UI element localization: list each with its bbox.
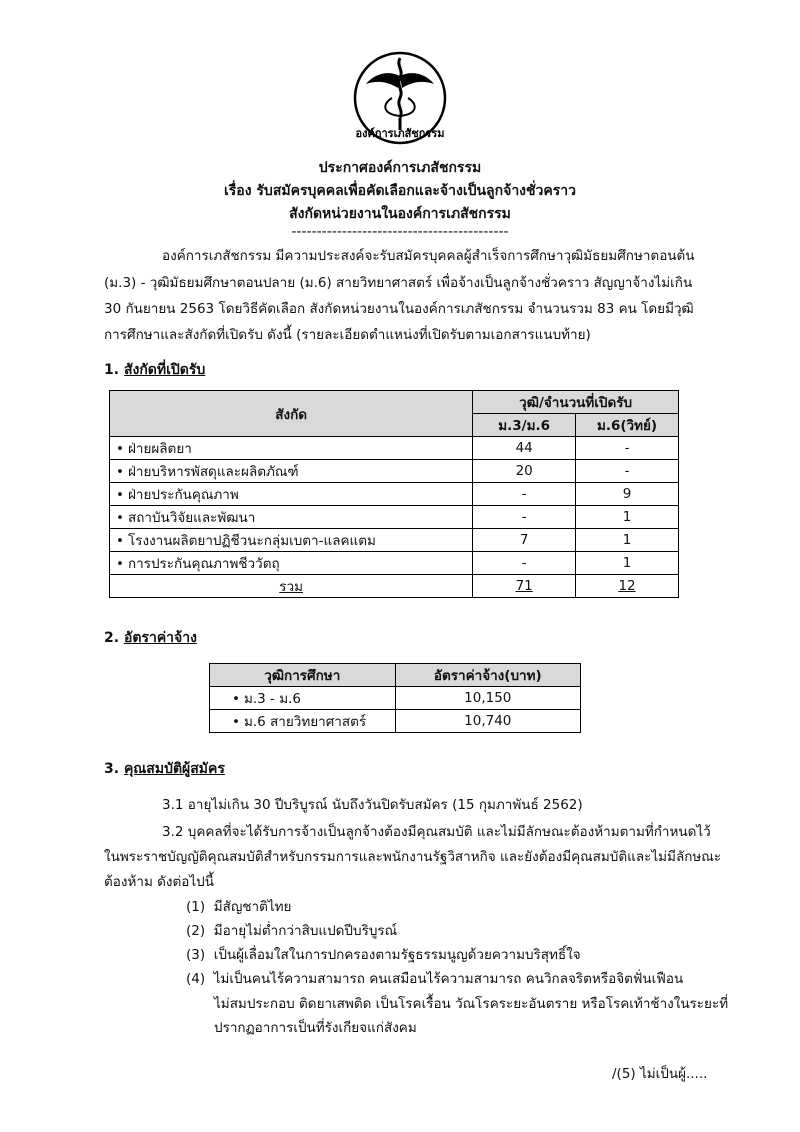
- qualification-3-2-line-3: ต้องห้าม ดังต่อไปนี้: [104, 874, 214, 890]
- intro-line-3: 30 กันยายน 2563 โดยวิธีคัดเลือก สังกัดหน่วยงานในองค์การเภสัชกรรม จำนวนรวม 83 คน โดยมีวุฒิ: [104, 301, 694, 317]
- table-row: • ฝ่ายผลิตยา 44 -: [110, 437, 679, 460]
- intro-line-2: (ม.3) - วุฒิมัธยมศึกษาตอนปลาย (ม.6) สายวิทยาศาสตร์ เพื่อจ้างเป็นลูกจ้างชั่วคราว สัญญาจ้างไม่เกิน: [104, 275, 693, 291]
- list-item: (3) เป็นผู้เลื่อมใสในการปกครองตามรัฐธรรมนูญด้วยความบริสุทธิ์ใจ: [186, 947, 581, 963]
- table-row: • ม.6 สายวิทยาศาสตร์ 10,740: [210, 710, 581, 733]
- col-m3m6-header: ม.3/ม.6: [473, 414, 576, 437]
- intro-line-4: การศึกษาและสังกัดที่เปิดรับ ดังนี้ (รายละเอียดตำแหน่งที่เปิดรับตามเอกสารแนบท้าย): [104, 327, 591, 343]
- announcement-affiliation: สังกัดหน่วยงานในองค์การเภสัชกรรม: [289, 206, 511, 222]
- col-qualification-header: วุฒิ/จำนวนที่เปิดรับ: [473, 391, 679, 414]
- table-row: • ฝ่ายประกันคุณภาพ - 9: [110, 483, 679, 506]
- table-row: • ม.3 - ม.6 10,150: [210, 687, 581, 710]
- qualification-3-2-line-2: ในพระราชบัญญัติคุณสมบัติสำหรับกรรมการและพนักงานรัฐวิสาหกิจ และยังต้องมีคุณสมบัติและไม่มีลักษณะ: [104, 849, 722, 865]
- table-row: • สถาบันวิจัยและพัฒนา - 1: [110, 506, 679, 529]
- total-label: รวม: [110, 575, 473, 598]
- units-table: [109, 390, 679, 598]
- list-item: (1) มีสัญชาติไทย: [186, 899, 292, 915]
- qualification-3-2-line-1: 3.2 บุคคลที่จะได้รับการจ้างเป็นลูกจ้างต้องมีคุณสมบัติ และไม่มีลักษณะต้องห้ามตามที่กำหนดไว้: [162, 824, 711, 840]
- list-item-continuation: ไม่สมประกอบ ติดยาเสพติด เป็นโรคเรื้อน วัณโรคระยะอันตราย หรือโรคเท้าช้างในระยะที่: [214, 996, 729, 1012]
- col-m6sci-header: ม.6(วิทย์): [576, 414, 679, 437]
- table-total-row: [110, 575, 679, 598]
- header-divider: -------------------------------------------: [291, 224, 509, 240]
- announcement-title: ประกาศองค์การเภสัชกรรม: [318, 160, 482, 176]
- section2-heading: 2. อัตราค่าจ้าง: [104, 630, 197, 646]
- table-row: • ฝ่ายบริหารพัสดุและผลิตภัณฑ์ 20 -: [110, 460, 679, 483]
- total-m3m6: 71: [473, 575, 576, 598]
- total-m6sci: 12: [576, 575, 679, 598]
- wage-table: [209, 663, 581, 733]
- table-row: • โรงงานผลิตยาปฏิชีวนะกลุ่มเบตา-แลคแตม 7 1: [110, 529, 679, 552]
- col-unit-header: สังกัด: [110, 391, 473, 437]
- intro-line-1: องค์การเภสัชกรรม มีความประสงค์จะรับสมัครบุคคลผู้สำเร็จการศึกษาวุฒิมัธยมศึกษาตอนต้น: [162, 248, 695, 264]
- col-education-header: วุฒิการศึกษา: [210, 664, 396, 687]
- announcement-subject: เรื่อง รับสมัครบุคคลเพื่อคัดเลือกและจ้างเป็นลูกจ้างชั่วคราว: [223, 183, 576, 199]
- col-wage-header: อัตราค่าจ้าง(บาท): [395, 664, 580, 687]
- list-item: (2) มีอายุไม่ต่ำกว่าสิบแปดปีบริบูรณ์: [186, 923, 398, 939]
- table-row: • การประกันคุณภาพชีววัตถุ - 1: [110, 552, 679, 575]
- section1-heading: 1. สังกัดที่เปิดรับ: [104, 362, 206, 378]
- page-continuation: /(5) ไม่เป็นผู้.....: [612, 1066, 708, 1082]
- list-item-continuation: ปรากฏอาการเป็นที่รังเกียจแก่สังคม: [214, 1020, 417, 1036]
- gpo-logo: [352, 48, 448, 156]
- list-item: (4) ไม่เป็นคนไร้ความสามารถ คนเสมือนไร้ความสามารถ คนวิกลจริตหรือจิตฟั่นเฟือน: [186, 971, 684, 987]
- qualification-3-1: 3.1 อายุไม่เกิน 30 ปีบริบูรณ์ นับถึงวันปิดรับสมัคร (15 กุมภาพันธ์ 2562): [162, 797, 583, 813]
- section3-heading: 3. คุณสมบัติผู้สมัคร: [104, 761, 225, 777]
- svg-text:องค์การเภสัชกรรม: องค์การเภสัชกรรม: [355, 127, 445, 140]
